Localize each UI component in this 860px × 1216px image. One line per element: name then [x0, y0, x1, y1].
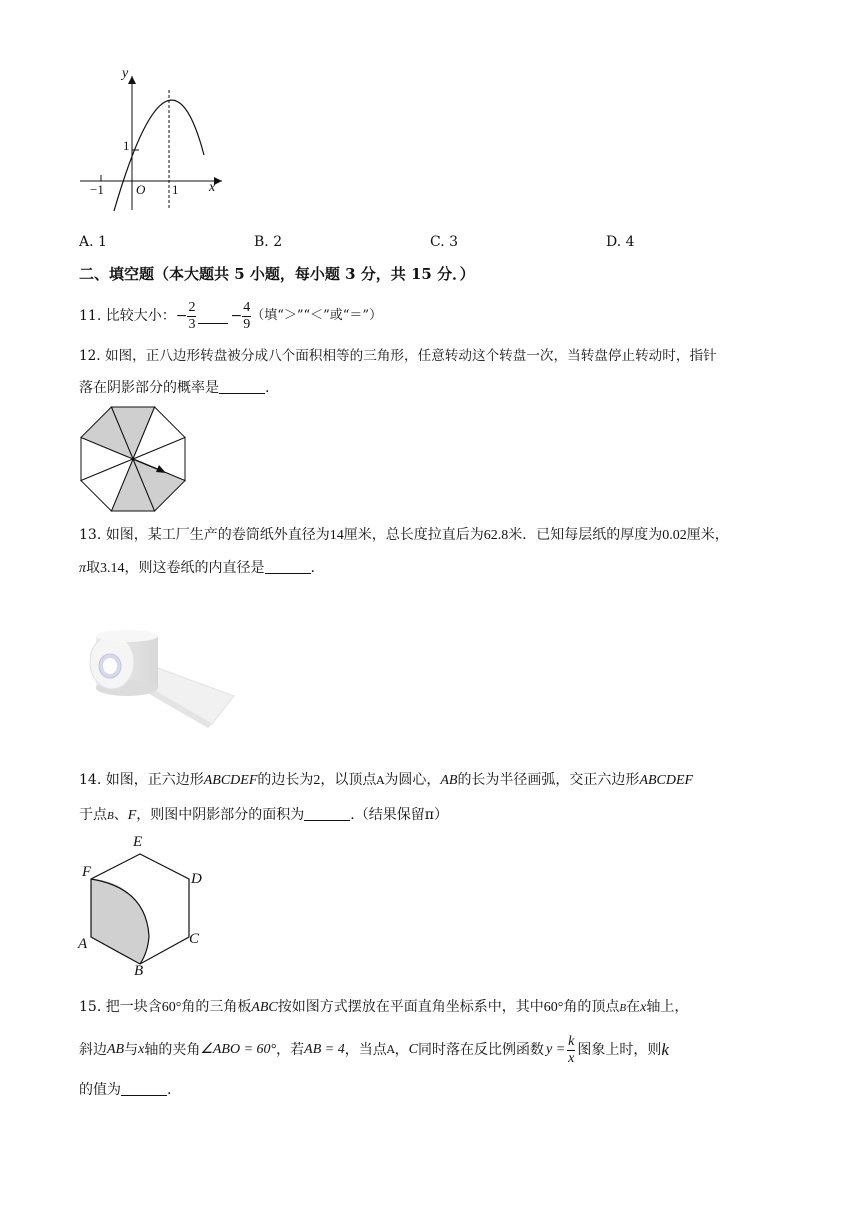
value: 3.14	[100, 561, 125, 576]
origin-label: O	[136, 182, 146, 197]
q11-suffix: （填“＞”“＜”或“＝”）	[251, 308, 383, 323]
text: 角的顶点	[563, 999, 620, 1015]
q12-line-1: 12. 如图，正八边形转盘被分成八个面积相等的三角形，任意转动这个转盘一次，当转盘停止转动时，指针	[79, 348, 717, 364]
value: 14	[329, 528, 344, 543]
value: 2	[313, 773, 321, 788]
option-b: B. 2	[254, 234, 283, 250]
label-E: E	[133, 834, 143, 850]
question-11	[79, 293, 382, 339]
text: 、	[113, 807, 128, 823]
numerator: 2	[188, 299, 196, 315]
y-one-label: 1	[123, 138, 130, 153]
text: ，则这卷纸的内直径是	[124, 560, 265, 576]
parabola-graph	[76, 66, 226, 215]
hexagon-name: ABCDEF	[639, 773, 694, 788]
angle-value: 60°	[543, 1000, 564, 1015]
text: 角的三角板	[181, 999, 252, 1015]
axis-label: x	[640, 1000, 647, 1015]
text: 的值为	[79, 1082, 121, 1098]
q15-line-3	[79, 1080, 171, 1100]
q13-line-2	[79, 558, 315, 579]
answer-blank[interactable]	[219, 379, 265, 394]
fraction-2-3	[187, 300, 196, 333]
point-label: A	[376, 774, 385, 787]
answer-blank[interactable]	[265, 559, 311, 574]
y-axis-label: y	[122, 66, 129, 81]
q14-line-2	[79, 805, 448, 826]
label-A: A	[78, 936, 88, 952]
text: 与	[124, 1042, 139, 1058]
text: 为圆心，	[384, 772, 441, 788]
pi-symbol: π	[79, 561, 87, 576]
text: 轴的夹角	[144, 1042, 201, 1058]
text: 14. 如图，正六边形	[79, 772, 204, 788]
option-d: D. 4	[606, 234, 635, 250]
text: 于点	[79, 807, 107, 823]
section-heading: 二、填空题（本大题共 5 小题，每小题 3 分，共 15 分．）	[79, 265, 475, 283]
paper-roll-image	[76, 618, 242, 730]
point-label: C	[408, 1042, 418, 1057]
option-a: A. 1	[79, 234, 107, 250]
answer-blank[interactable]	[121, 1081, 167, 1096]
denominator: x	[568, 1050, 575, 1066]
point-label: A	[386, 1043, 395, 1056]
segment-label: AB	[440, 773, 458, 788]
text: 13. 如图，某工厂生产的卷筒纸外直径为	[79, 527, 330, 543]
text: 取	[86, 560, 101, 576]
q15-line-2	[79, 1030, 669, 1070]
segment-label: AB	[107, 1042, 125, 1057]
triangle-name: ABC	[251, 1000, 278, 1015]
text: 厘米，	[686, 527, 729, 543]
text: 轴上，	[646, 999, 689, 1015]
text: 的边长为	[257, 772, 314, 788]
minus-sign: −	[230, 308, 243, 324]
value: 62.8	[483, 528, 509, 543]
fraction-k-over-x	[567, 1034, 575, 1067]
point-label: F	[127, 808, 137, 823]
angle-value: 60°	[161, 1000, 182, 1015]
denominator: 3	[188, 316, 196, 332]
hexagon-figure	[74, 836, 214, 980]
period: .	[167, 1082, 172, 1098]
text: 15. 把一块含	[79, 999, 162, 1015]
numerator: 4	[243, 299, 251, 315]
hexagon-name: ABCDEF	[203, 773, 258, 788]
period: .	[310, 560, 315, 576]
text: ，以顶点	[320, 772, 377, 788]
neg-one-label: −1	[90, 182, 104, 197]
period: .	[265, 380, 270, 396]
q11-prefix: 11. 比较大小：	[79, 308, 176, 324]
q12-text: 落在阴影部分的概率是	[79, 380, 219, 396]
text: 按如图方式摆放在平面直角坐标系中，其中	[277, 999, 544, 1015]
option-c: C. 3	[430, 234, 459, 250]
text: 米．已知每层纸的厚度为	[508, 527, 663, 543]
text: 同时落在反比例函数	[418, 1042, 544, 1058]
axis-label: x	[138, 1042, 145, 1057]
text: 厘米，总长度拉直后为	[343, 527, 484, 543]
answer-blank[interactable]	[198, 309, 228, 324]
label-F: F	[82, 864, 92, 880]
numerator: k	[568, 1033, 575, 1049]
length-expression: AB = 4	[304, 1042, 345, 1057]
angle-expression: ∠ABO = 60°	[200, 1042, 277, 1057]
point-label: B	[107, 810, 114, 822]
q12-line-2	[79, 378, 269, 398]
text: ，则图中阴影部分的面积为	[136, 807, 305, 823]
q15-line-1	[79, 997, 688, 1018]
value: 0.02	[662, 528, 687, 543]
q14-line-1	[79, 770, 693, 791]
label-B: B	[134, 963, 144, 979]
x-one-label: 1	[172, 182, 179, 197]
octagon-spinner	[76, 402, 190, 516]
text: 斜边	[79, 1042, 107, 1058]
text: ，当点	[344, 1042, 387, 1058]
label-D: D	[191, 871, 202, 887]
label-C: C	[189, 931, 200, 947]
text: ，若	[276, 1042, 305, 1058]
pi-symbol: π	[424, 807, 434, 823]
text: .（结果保留	[350, 807, 425, 823]
x-axis-label: x	[209, 180, 216, 195]
point-label: B	[619, 1002, 627, 1014]
denominator: 9	[243, 316, 251, 332]
text: 在	[626, 999, 641, 1015]
function-lhs: y =	[546, 1042, 566, 1057]
text: ）	[433, 807, 448, 823]
variable-k: k	[661, 1040, 669, 1059]
text: ，	[394, 1042, 409, 1058]
text: 图象上时，则	[577, 1042, 662, 1058]
text: 的长为半径画弧，交正六边形	[457, 772, 640, 788]
answer-blank[interactable]	[304, 806, 350, 821]
minus-sign: −	[175, 308, 188, 324]
q13-line-1	[79, 525, 729, 546]
fraction-4-9	[242, 300, 251, 333]
